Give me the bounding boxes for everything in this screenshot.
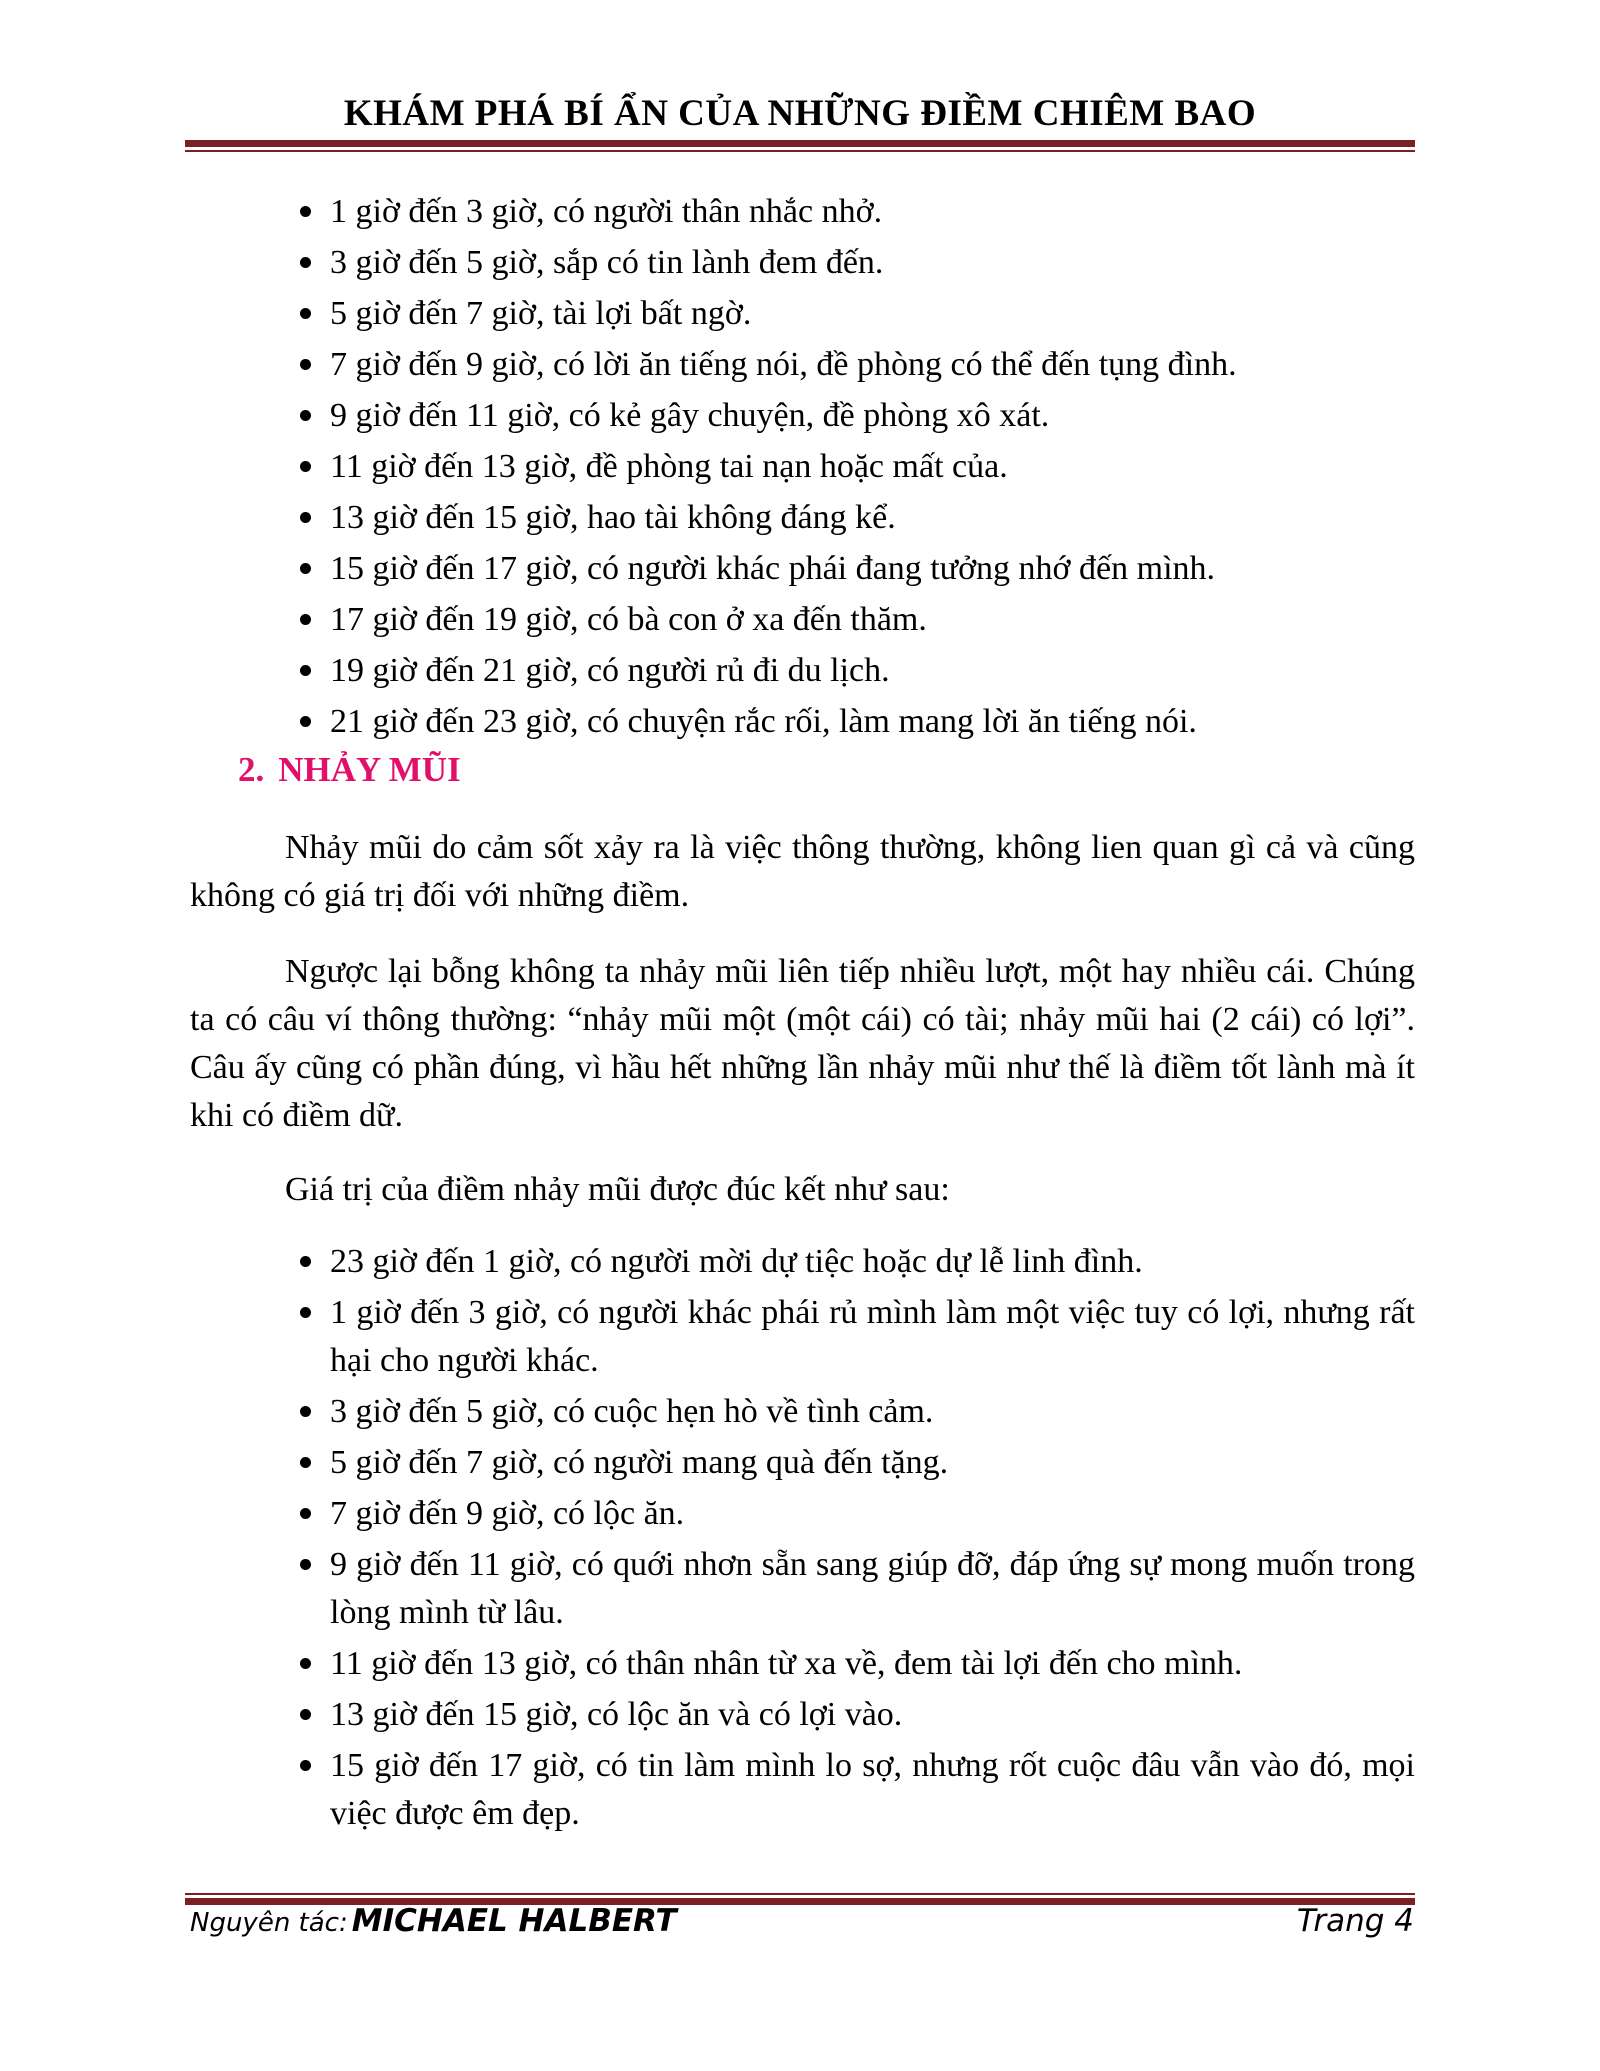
bullet-icon xyxy=(300,206,311,217)
list-item: 17 giờ đến 19 giờ, có bà con ở xa đến thăm. xyxy=(330,596,1415,644)
bullet-icon xyxy=(300,257,311,268)
section-title: NHẢY MŨI xyxy=(278,750,461,789)
bullet-icon xyxy=(300,1559,311,1570)
paragraph: Nhảy mũi do cảm sốt xảy ra là việc thông thường, không lien quan gì cả và cũng không có giá trị đối với những điềm. xyxy=(190,829,1415,914)
list-item: 9 giờ đến 11 giờ, có kẻ gây chuyện, đề phòng xô xát. xyxy=(330,392,1415,440)
bullet-list-sneeze xyxy=(330,1238,1415,1841)
bullet-icon xyxy=(300,512,311,523)
footer-author xyxy=(190,1903,677,1939)
bullet-list-continued xyxy=(330,188,1415,749)
list-item: 3 giờ đến 5 giờ, sắp có tin lành đem đến. xyxy=(330,239,1415,287)
bullet-icon xyxy=(300,1256,311,1267)
page-number: Trang 4 xyxy=(1296,1903,1414,1939)
bullet-icon xyxy=(300,1508,311,1519)
bullet-icon xyxy=(300,665,311,676)
list-item: 9 giờ đến 11 giờ, có quới nhơn sẵn sang giúp đỡ, đáp ứng sự mong muốn trong lòng mình từ lâu. xyxy=(330,1541,1415,1637)
bullet-icon xyxy=(300,1406,311,1417)
list-item: 1 giờ đến 3 giờ, có người thân nhắc nhở. xyxy=(330,188,1415,236)
footer-label: Nguyên tác: xyxy=(190,1908,348,1938)
bullet-icon xyxy=(300,1457,311,1468)
list-item: 19 giờ đến 21 giờ, có người rủ đi du lịch. xyxy=(330,647,1415,695)
paragraph: Giá trị của điềm nhảy mũi được đúc kết như sau: xyxy=(285,1171,950,1208)
list-item: 7 giờ đến 9 giờ, có lời ăn tiếng nói, đề phòng có thể đến tụng đình. xyxy=(330,341,1415,389)
list-item: 7 giờ đến 9 giờ, có lộc ăn. xyxy=(330,1490,1415,1538)
section-heading xyxy=(238,750,461,790)
list-item: 15 giờ đến 17 giờ, có tin làm mình lo sợ, nhưng rốt cuộc đâu vẫn vào đó, mọi việc được êm đẹp. xyxy=(330,1742,1415,1838)
list-item: 15 giờ đến 17 giờ, có người khác phái đang tưởng nhớ đến mình. xyxy=(330,545,1415,593)
page-header-title: KHÁM PHÁ BÍ ẨN CỦA NHỮNG ĐIỀM CHIÊM BAO xyxy=(343,93,1257,134)
bullet-icon xyxy=(300,308,311,319)
bullet-icon xyxy=(300,563,311,574)
list-item: 11 giờ đến 13 giờ, đề phòng tai nạn hoặc mất của. xyxy=(330,443,1415,491)
section-number: 2. xyxy=(238,750,265,789)
list-item: 23 giờ đến 1 giờ, có người mời dự tiệc hoặc dự lễ linh đình. xyxy=(330,1238,1415,1286)
bullet-icon xyxy=(300,1709,311,1720)
list-item: 21 giờ đến 23 giờ, có chuyện rắc rối, làm mang lời ăn tiếng nói. xyxy=(330,698,1415,746)
bullet-icon xyxy=(300,1307,311,1318)
list-item: 13 giờ đến 15 giờ, có lộc ăn và có lợi vào. xyxy=(330,1691,1415,1739)
list-item: 5 giờ đến 7 giờ, tài lợi bất ngờ. xyxy=(330,290,1415,338)
bullet-icon xyxy=(300,1760,311,1771)
header-rule xyxy=(185,140,1415,152)
bullet-icon xyxy=(300,410,311,421)
bullet-icon xyxy=(300,1658,311,1669)
list-item: 11 giờ đến 13 giờ, có thân nhân từ xa về, đem tài lợi đến cho mình. xyxy=(330,1640,1415,1688)
paragraph: Ngược lại bỗng không ta nhảy mũi liên tiếp nhiều lượt, một hay nhiều cái. Chúng ta có câu ví thông thường: “nhảy mũi một (một cái) có tài; nhảy mũi hai (2 cái) có lợi”. Câu ấy cũng có phần đúng, vì hầu hết những lần nhảy mũi như thế là điềm tốt lành mà ít khi có điềm dữ. xyxy=(190,953,1415,1134)
list-item: 3 giờ đến 5 giờ, có cuộc hẹn hò về tình cảm. xyxy=(330,1388,1415,1436)
list-item: 13 giờ đến 15 giờ, hao tài không đáng kể. xyxy=(330,494,1415,542)
bullet-icon xyxy=(300,359,311,370)
bullet-icon xyxy=(300,716,311,727)
bullet-icon xyxy=(300,461,311,472)
list-item: 1 giờ đến 3 giờ, có người khác phái rủ mình làm một việc tuy có lợi, nhưng rất hại cho người khác. xyxy=(330,1289,1415,1385)
author-name: MICHAEL HALBERT xyxy=(351,1903,677,1939)
list-item: 5 giờ đến 7 giờ, có người mang quà đến tặng. xyxy=(330,1439,1415,1487)
bullet-icon xyxy=(300,614,311,625)
